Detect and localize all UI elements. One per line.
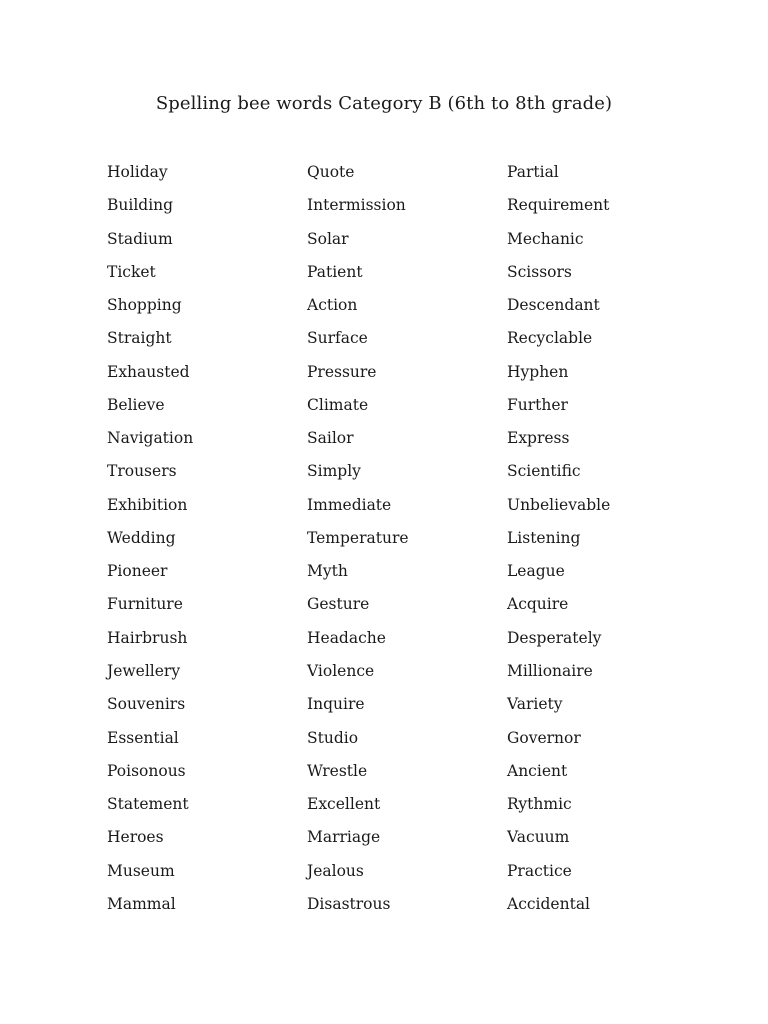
word-item: Hyphen — [507, 362, 569, 381]
word-item: Practice — [507, 861, 572, 880]
word-item: Heroes — [107, 828, 164, 847]
page-title: Spelling bee words Category B (6th to 8th grade) — [155, 93, 613, 114]
word-item: Express — [507, 429, 570, 448]
word-item: Ancient — [507, 761, 568, 780]
word-item: Quote — [307, 163, 355, 181]
word-item: Pioneer — [107, 562, 168, 581]
word-item: Requirement — [507, 196, 610, 215]
word-item: Climate — [307, 395, 369, 414]
word-item: Souvenirs — [107, 695, 186, 714]
word-item: Essential — [107, 728, 179, 747]
word-item: Statement — [107, 795, 189, 814]
word-item: Millionaire — [507, 661, 593, 680]
word-item: Temperature — [307, 528, 409, 547]
word-item: Acquire — [507, 595, 569, 614]
word-item: Scientific — [507, 462, 581, 481]
word-item: Myth — [307, 562, 348, 581]
word-item: Gesture — [307, 595, 370, 614]
word-item: Variety — [507, 695, 563, 714]
word-item: Jewellery — [107, 661, 181, 680]
word-item: Hairbrush — [107, 628, 188, 647]
word-item: Wrestle — [307, 761, 368, 780]
word-item: League — [507, 562, 565, 581]
word-item: Headache — [307, 628, 386, 647]
word-item: Ticket — [107, 262, 156, 281]
word-item: Violence — [307, 661, 375, 680]
word-item: Shopping — [107, 296, 182, 315]
word-item: Action — [307, 296, 358, 315]
word-item: Patient — [307, 262, 363, 281]
word-column-2 — [307, 159, 409, 924]
word-item: Rythmic — [507, 795, 572, 814]
word-item: Partial — [507, 163, 559, 181]
word-item: Recyclable — [507, 329, 593, 348]
word-item: Immediate — [307, 495, 392, 514]
word-item: Jealous — [307, 861, 364, 880]
word-item: Exhausted — [107, 362, 190, 381]
word-columns — [0, 159, 768, 919]
word-item: Desperately — [507, 628, 602, 647]
word-item: Surface — [307, 329, 368, 348]
word-item: Disastrous — [307, 894, 391, 913]
word-item: Simply — [307, 462, 361, 481]
word-item: Navigation — [107, 429, 194, 448]
word-item: Unbelievable — [507, 495, 611, 514]
word-item: Governor — [507, 728, 581, 747]
word-item: Wedding — [107, 528, 176, 547]
word-item: Trousers — [107, 462, 177, 481]
word-column-3 — [507, 159, 610, 924]
word-item: Descendant — [507, 296, 600, 315]
word-item: Exhibition — [107, 495, 188, 514]
word-item: Pressure — [307, 362, 377, 381]
word-column-1 — [107, 159, 193, 924]
word-item: Holiday — [107, 163, 168, 181]
word-item: Furniture — [107, 595, 183, 614]
word-item: Accidental — [507, 894, 591, 913]
word-item: Further — [507, 395, 568, 414]
word-item: Mammal — [107, 894, 176, 913]
word-item: Studio — [307, 728, 359, 747]
word-item: Inquire — [307, 695, 365, 714]
word-item: Scissors — [507, 262, 572, 281]
word-item: Solar — [307, 229, 349, 248]
word-item: Poisonous — [107, 761, 186, 780]
word-item: Listening — [507, 528, 581, 547]
word-item: Museum — [107, 861, 175, 880]
word-item: Excellent — [307, 795, 381, 814]
word-item: Building — [107, 196, 174, 215]
word-item: Stadium — [107, 229, 173, 248]
word-item: Believe — [107, 395, 165, 414]
word-item: Marriage — [307, 828, 381, 847]
word-item: Mechanic — [507, 229, 584, 248]
word-item: Intermission — [307, 196, 406, 215]
word-item: Straight — [107, 329, 172, 348]
word-item: Vacuum — [507, 828, 570, 847]
word-item: Sailor — [307, 429, 354, 448]
